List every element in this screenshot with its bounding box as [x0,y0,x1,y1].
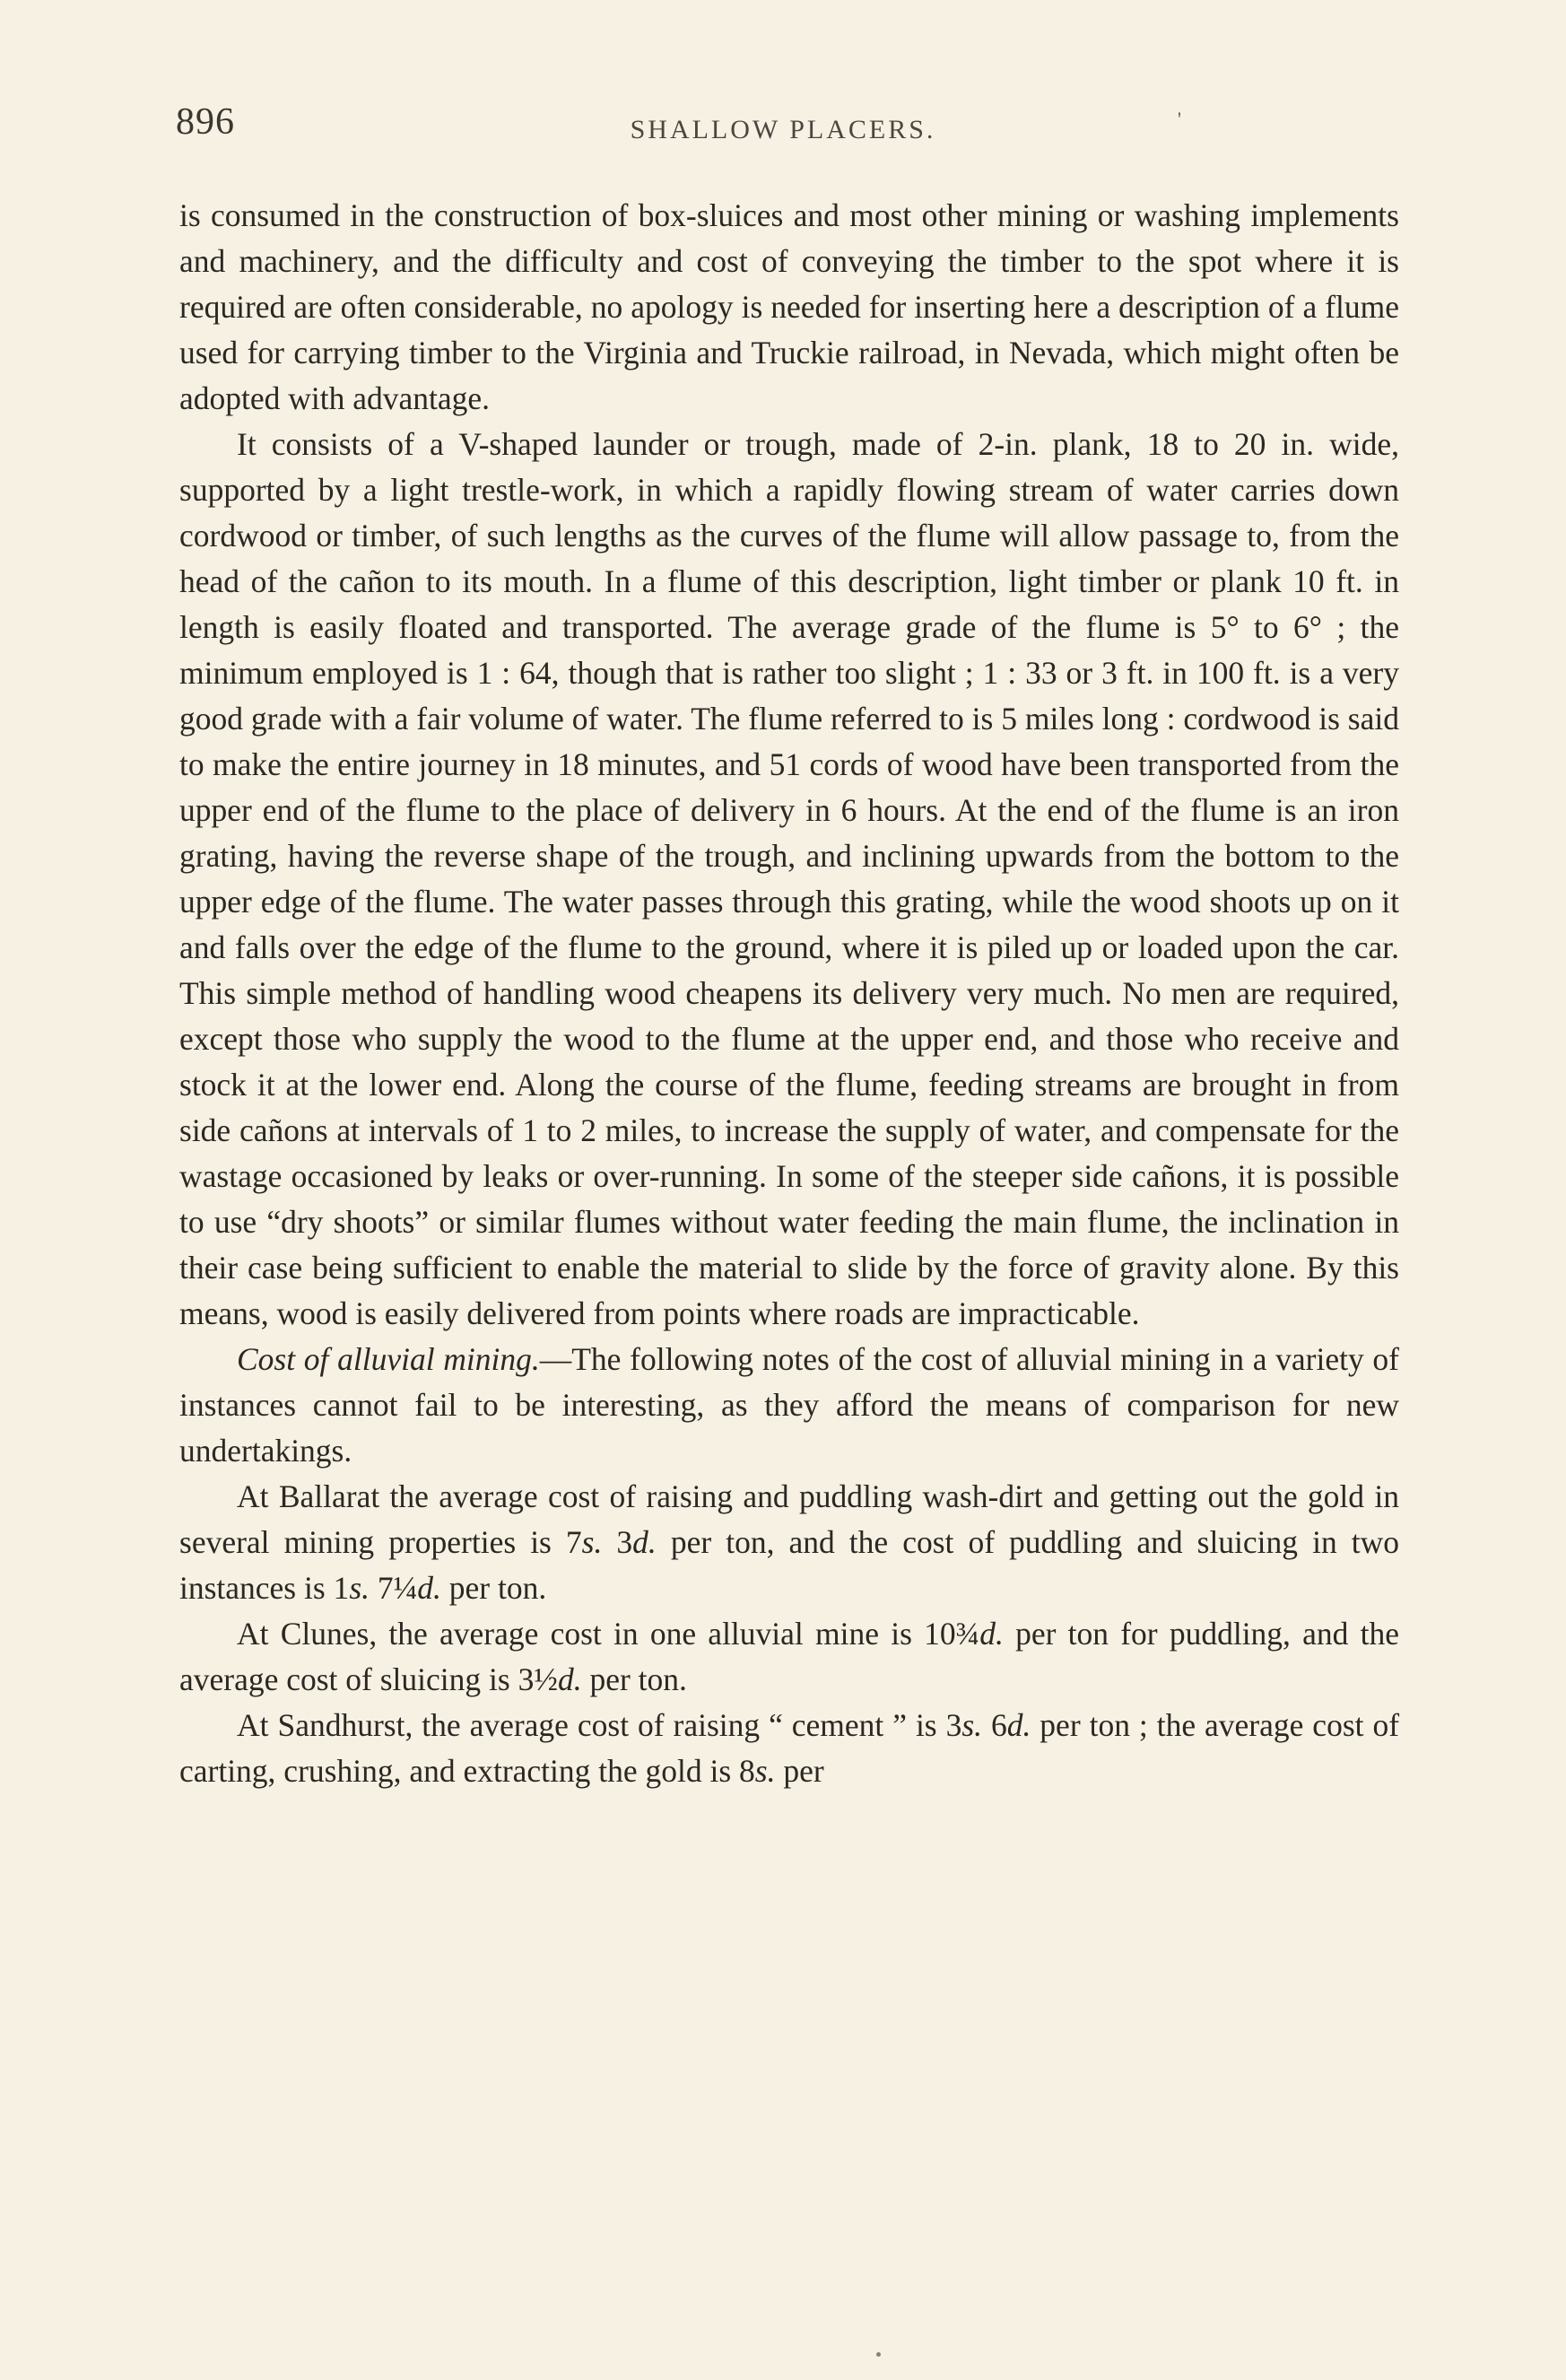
running-head: SHALLOW PLACERS. [630,115,936,144]
currency-unit: s. [581,1524,603,1560]
paragraph-cost-of-alluvial-mining [179,1337,1399,1474]
currency-unit: s. [349,1570,370,1606]
page-number: 896 [176,101,235,143]
currency-unit: d. [979,1616,1004,1652]
print-mark: ' [1178,108,1181,130]
text-segment: 7¼ [370,1570,418,1606]
text-segment: per ton ; the average cost of carting, crushing, and extracting the gold is 8 [179,1707,1400,1789]
paper-speck [876,2352,881,2357]
section-heading: Cost of alluvial mining. [237,1341,540,1377]
paragraph-text: It consists of a V-shaped launder or trough, made of 2-in. plank, 18 to 20 in. wide, supported by a light trestle-work, in which a rapidly flowing stream of water carries down cordwood or timber, of such lengths as the curves of the flume will allow passage to, from the head of the cañon to its mouth. In a flume of this description, light timber or plank 10 ft. in length is easily floated and transported. The average grade of the flume is 5° to 6° ; the minimum employed is 1 : 64, though that is rather too slight ; 1 : 33 or 3 ft. in 100 ft. is a very good grade with a fair volume of water. The flume referred to is 5 miles long : cordwood is said to make the entire journey in 18 minutes, and 51 cords of wood have been transported from the upper end of the flume to the place of delivery in 6 hours. At the end of the flume is an iron grating, having the reverse shape of the trough, and inclining upwards from the bottom to the upper edge of the flume. The water passes through this grating, while the wood shoots up on it and falls over the edge of the flume to the ground, where it is piled up or loaded upon the car. This simple method of handling wood cheapens its delivery very much. No men are required, except those who supply the wood to the flume at the upper end, and those who receive and stock it at the lower end. Along the course of the flume, feeding streams are brought in from side cañons at intervals of 1 to 2 miles, to increase the supply of water, and compensate for the wastage occasioned by leaks or over-running. In some of the steeper side cañons, it is possible to use “dry shoots” or similar flumes without water feeding the main flume, the inclination in their case being sufficient to enable the material to slide by the force of gravity alone. By this means, wood is easily delivered from points where roads are impracticable. [179,426,1399,1331]
text-segment: At Sandhurst, the average cost of raising “ cement ” is 3 [237,1707,962,1743]
text-segment: per ton, and the cost of puddling and sluicing in two instances is 1 [179,1524,1399,1606]
text-segment: per ton. [440,1570,547,1606]
currency-unit: d. [632,1524,657,1560]
text-segment: 6 [982,1707,1007,1743]
text-segment: At Clunes, the average cost in one alluvial mine is 10¾ [237,1616,980,1652]
body-text [179,193,1399,1794]
currency-unit: d. [417,1570,441,1606]
text-segment: At Ballarat the average cost of raising and puddling wash-dirt and getting out the gold in several mining properties is 7 [179,1478,1399,1560]
paragraph-text: is consumed in the construction of box-sluices and most other mining or washing implements and machinery, and the difficulty and cost of conveying the timber to the spot where it is required are often considerable, no apology is needed for inserting here a description of a flume used for carrying timber to the Virginia and Truckie railroad, in Nevada, which might often be adopted with advantage. [179,197,1399,416]
text-segment: per ton for puddling, and the average cost of sluicing is 3½ [179,1616,1400,1697]
paragraph-ballarat [179,1474,1399,1611]
paragraph-flume-description [179,422,1399,1337]
currency-unit: s. [961,1707,983,1743]
currency-unit: s. [754,1753,776,1789]
text-segment: 3 [602,1524,633,1560]
currency-unit: d. [1006,1707,1031,1743]
text-segment: per [775,1753,824,1789]
page-header [0,100,1566,154]
paragraph-text: —The following notes of the cost of alluvial mining in a variety of instances cannot fail to be interesting, as they afford the means of comparison for new undertakings. [179,1341,1399,1469]
text-segment: per ton. [581,1661,687,1697]
paragraph-clunes [179,1611,1399,1703]
paragraph-sandhurst [179,1703,1399,1794]
currency-unit: d. [557,1661,582,1697]
paragraph-flume-intro [179,193,1399,422]
